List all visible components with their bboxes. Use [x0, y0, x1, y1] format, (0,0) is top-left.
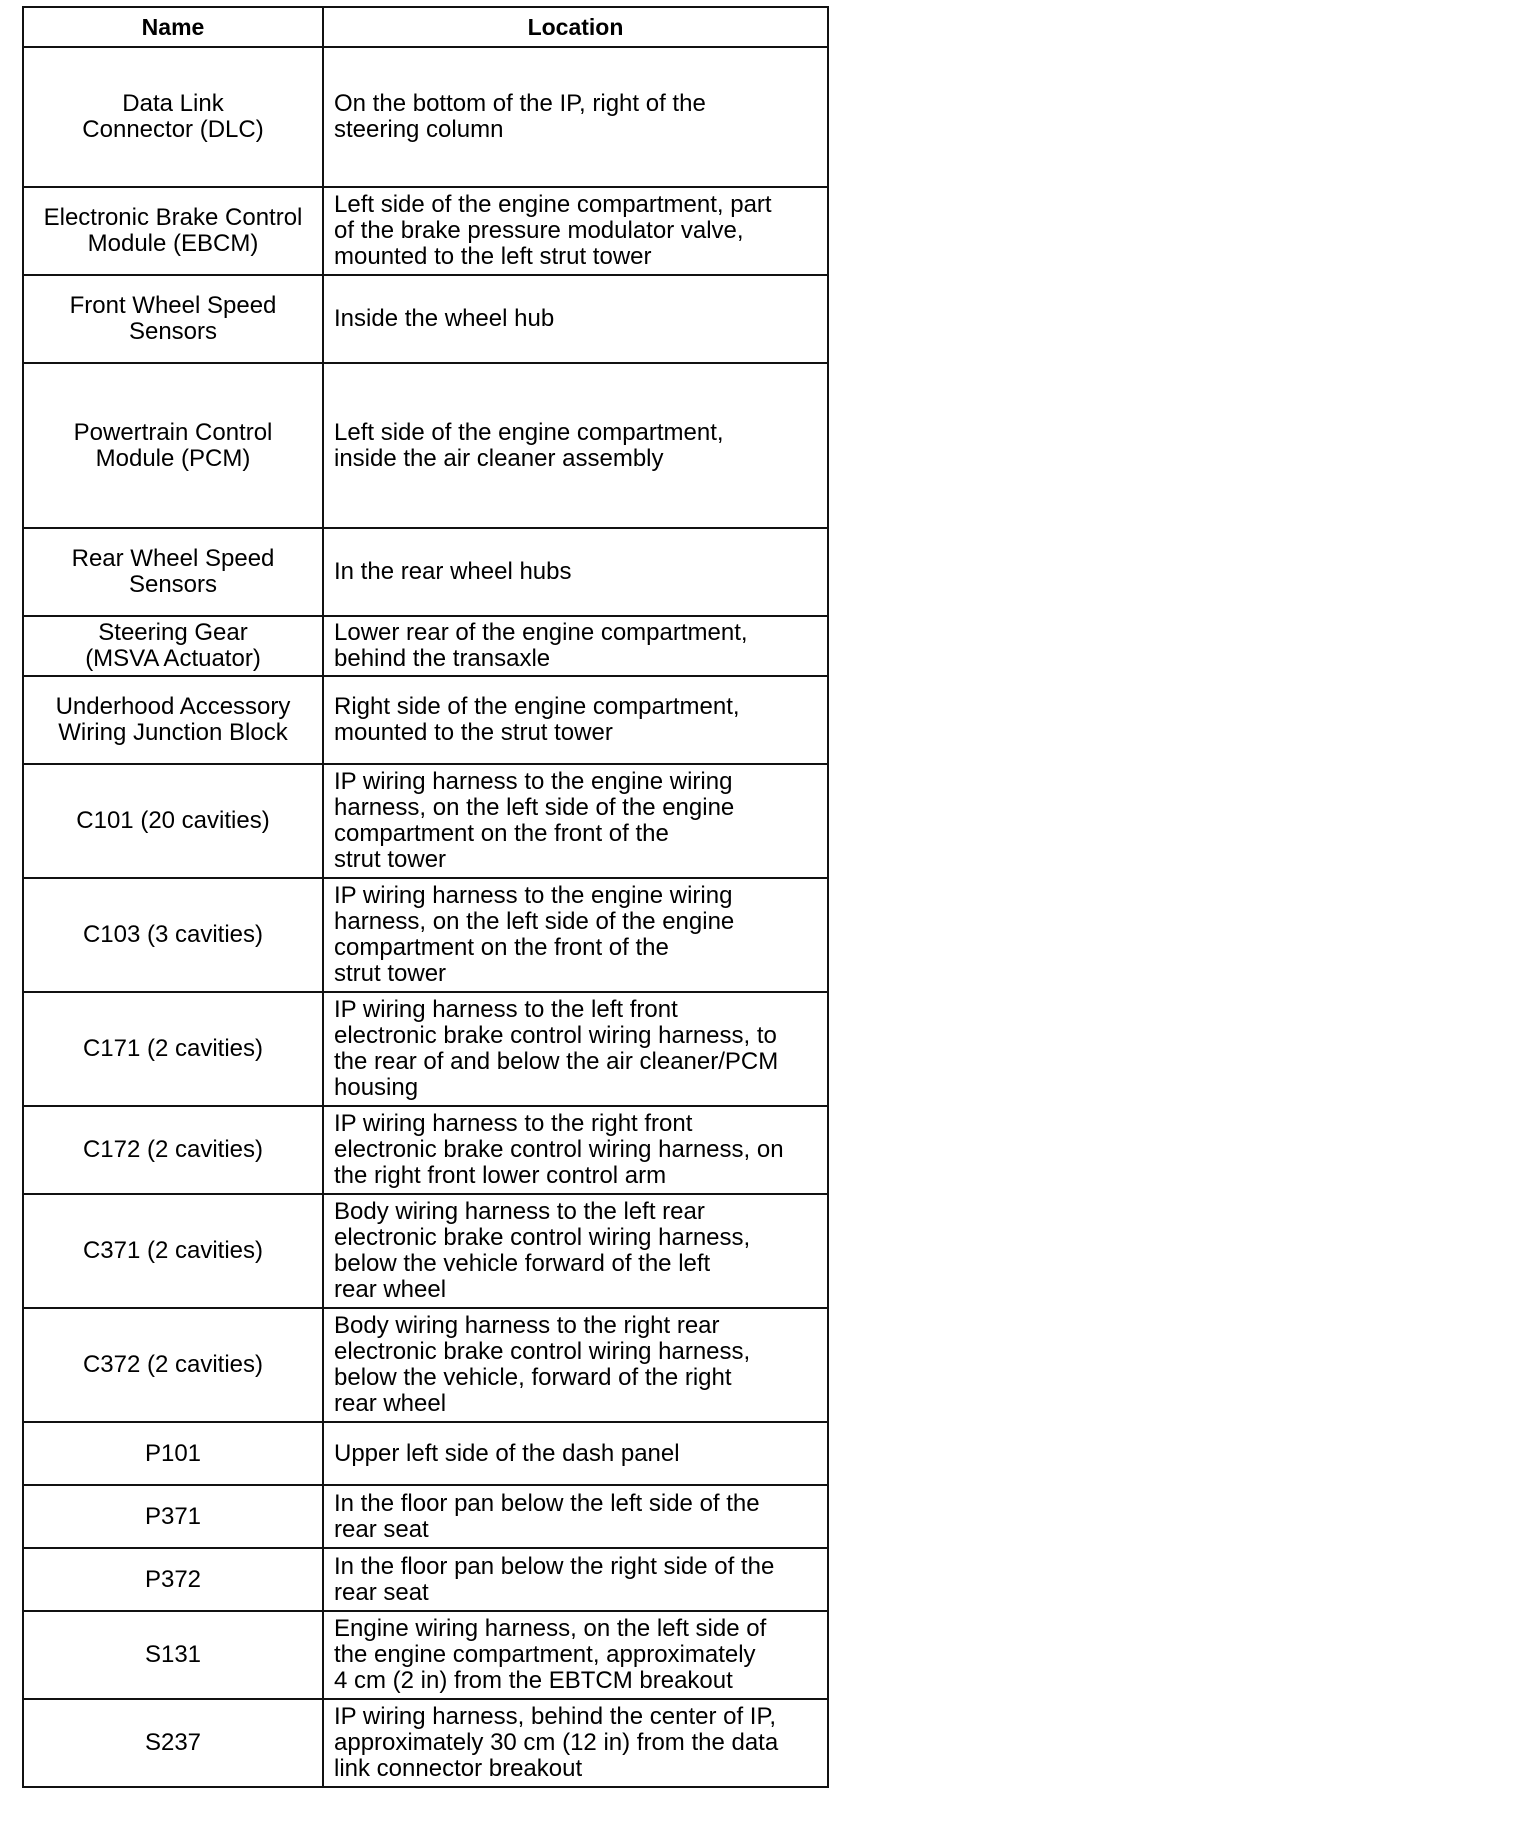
component-location-cell: [323, 1548, 828, 1611]
component-location: Right side of the engine compartment, mounted to the strut tower: [334, 693, 740, 746]
component-name-cell: [23, 1485, 323, 1548]
document-page: [22, 6, 829, 1788]
component-name-cell: [23, 1611, 323, 1699]
table-row: [23, 528, 828, 616]
component-name: C103 (3 cavities): [82, 921, 264, 948]
component-name: C371 (2 cavities): [82, 1237, 264, 1264]
component-location-cell: [323, 764, 828, 878]
component-name: C171 (2 cavities): [82, 1035, 264, 1062]
component-location-cell: [323, 616, 828, 676]
table-row: [23, 992, 828, 1106]
table-row: [23, 1699, 828, 1787]
component-location-cell: [323, 1611, 828, 1699]
component-location-cell: [323, 1194, 828, 1308]
component-name: Data Link Connector (DLC): [82, 90, 264, 143]
component-location: IP wiring harness to the engine wiring harness, on the left side of the engine compartment on the front of the strut tower: [334, 768, 735, 873]
table-row: [23, 1548, 828, 1611]
component-location: Body wiring harness to the left rear electronic brake control wiring harness, below the vehicle forward of the left rear wheel: [334, 1198, 751, 1303]
component-location-cell: [323, 1308, 828, 1422]
table-row: [23, 1308, 828, 1422]
component-location: Body wiring harness to the right rear electronic brake control wiring harness, below the vehicle, forward of the right rear wheel: [334, 1312, 751, 1417]
component-name-cell: [23, 1308, 323, 1422]
component-name: Underhood Accessory Wiring Junction Block: [55, 693, 291, 746]
component-name-cell: [23, 1699, 323, 1787]
table-row: [23, 363, 828, 528]
component-name: P371: [144, 1502, 202, 1530]
table-header-row: [23, 7, 828, 47]
table-row: [23, 1485, 828, 1548]
name-column-header: Name: [23, 7, 323, 47]
component-location-cell: [323, 676, 828, 764]
component-location: Lower rear of the engine compartment, behind the transaxle: [334, 619, 748, 672]
component-location-cell: [323, 528, 828, 616]
component-location-table: [22, 6, 829, 1788]
location-column-header: Location: [323, 7, 828, 47]
component-name: Front Wheel Speed Sensors: [69, 292, 277, 345]
component-name-cell: [23, 1194, 323, 1308]
component-location-cell: [323, 1422, 828, 1485]
table-row: [23, 1611, 828, 1699]
component-name: S237: [144, 1729, 202, 1756]
component-location: Engine wiring harness, on the left side of the engine compartment, approximately 4 cm (2 in) from the EBTCM breakout: [334, 1615, 767, 1694]
table-row: [23, 275, 828, 363]
component-name-cell: [23, 676, 323, 764]
component-name-cell: [23, 528, 323, 616]
table-row: [23, 764, 828, 878]
component-name-cell: [23, 992, 323, 1106]
component-name-cell: [23, 363, 323, 528]
component-location-cell: [323, 992, 828, 1106]
component-location-cell: [323, 1485, 828, 1548]
component-location: IP wiring harness, behind the center of IP, approximately 30 cm (12 in) from the data link connector breakout: [334, 1703, 779, 1782]
component-location: IP wiring harness to the engine wiring harness, on the left side of the engine compartment on the front of the strut tower: [334, 882, 735, 987]
component-name-cell: [23, 616, 323, 676]
component-name-cell: [23, 764, 323, 878]
component-name: Steering Gear (MSVA Actuator): [85, 619, 261, 672]
table-row: [23, 1106, 828, 1194]
table-row: [23, 187, 828, 275]
component-name-cell: [23, 1106, 323, 1194]
component-name: P372: [144, 1565, 202, 1593]
component-name: Rear Wheel Speed Sensors: [71, 545, 275, 598]
component-name: Powertrain Control Module (PCM): [73, 418, 273, 472]
table-row: [23, 878, 828, 992]
component-name-cell: [23, 878, 323, 992]
component-location: IP wiring harness to the right front electronic brake control wiring harness, on the right front lower control arm: [334, 1110, 784, 1189]
component-name-cell: [23, 47, 323, 187]
table-row: [23, 47, 828, 187]
component-location: Left side of the engine compartment, inside the air cleaner assembly: [334, 418, 724, 472]
component-location: Upper left side of the dash panel: [334, 1439, 680, 1467]
table-row: [23, 676, 828, 764]
component-location-cell: [323, 275, 828, 363]
table-row: [23, 616, 828, 676]
component-name: S131: [144, 1641, 202, 1668]
component-location-cell: [323, 1699, 828, 1787]
component-location-cell: [323, 187, 828, 275]
component-name-cell: [23, 275, 323, 363]
component-location: In the floor pan below the right side of the rear seat: [334, 1552, 775, 1606]
component-name: C372 (2 cavities): [82, 1351, 264, 1378]
component-name: C101 (20 cavities): [76, 807, 270, 834]
component-location-cell: [323, 363, 828, 528]
table-body: [23, 47, 828, 1787]
component-name: Electronic Brake Control Module (EBCM): [43, 204, 303, 257]
component-name: P101: [144, 1439, 202, 1467]
component-location-cell: [323, 878, 828, 992]
component-location: In the floor pan below the left side of the rear seat: [334, 1489, 760, 1543]
component-name-cell: [23, 1422, 323, 1485]
component-location: In the rear wheel hubs: [334, 558, 572, 585]
component-location: Inside the wheel hub: [334, 305, 555, 332]
component-name-cell: [23, 1548, 323, 1611]
component-location: IP wiring harness to the left front electronic brake control wiring harness, to the rear of and below the air cleaner/PCM housing: [334, 996, 779, 1101]
component-name: C172 (2 cavities): [82, 1136, 264, 1163]
component-location: On the bottom of the IP, right of the steering column: [334, 90, 706, 143]
component-name-cell: [23, 187, 323, 275]
component-location-cell: [323, 1106, 828, 1194]
table-row: [23, 1422, 828, 1485]
table-row: [23, 1194, 828, 1308]
component-location: Left side of the engine compartment, part of the brake pressure modulator valve, mounted to the left strut tower: [334, 191, 772, 270]
component-location-cell: [323, 47, 828, 187]
